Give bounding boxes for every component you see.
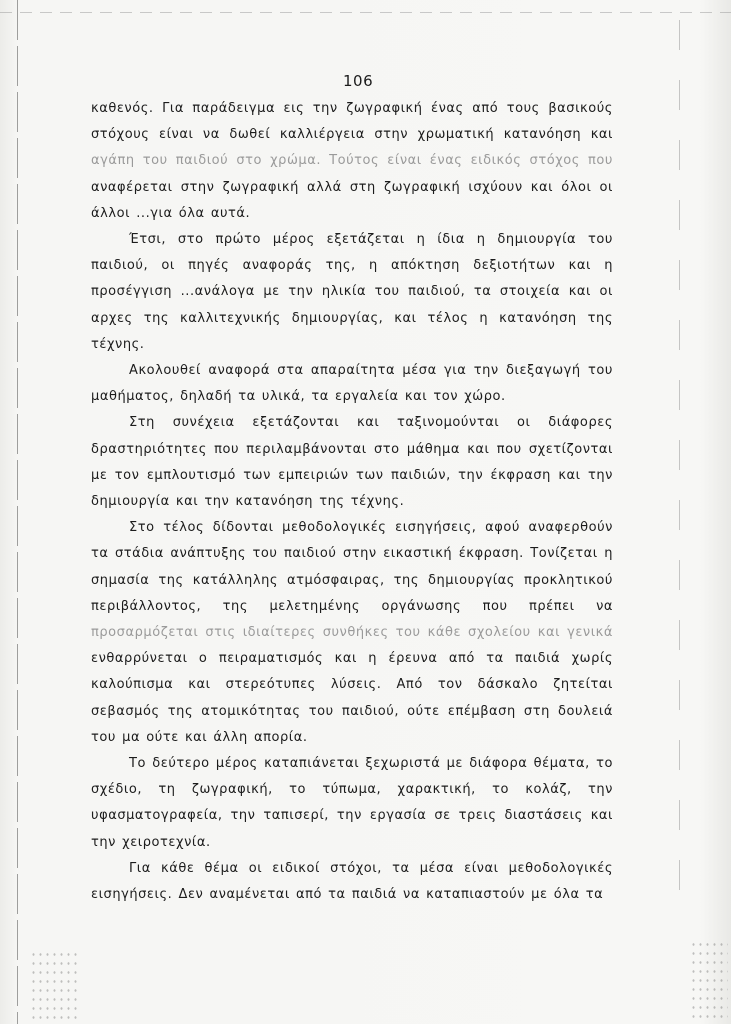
paragraph-3: Ακολουθεί αναφορά στα απαραίτητα μέσα για την διεξαγωγή του μαθήματος, δηλαδή τα υλικά, τα εργαλεία και τον χώρο. bbox=[91, 363, 613, 405]
paragraph-7: Για κάθε θέμα οι ειδικοί στόχοι, τα μέσα είναι μεθοδολογικές εισηγήσεις. Δεν αναμένεται από τα παιδιά να καταπιαστούν με όλα τα bbox=[91, 860, 613, 903]
paragraph-1 bbox=[91, 96, 613, 227]
scan-noise-bottom-right bbox=[690, 940, 728, 1020]
paragraph-5-line-c: ενθαρρύνεται ο πειραματισμός και η έρευνα από τα παιδιά χωρίς καλούπισμα και στερεότυπες λύσεις. Από τον δάσκαλο ζητείται σεβασμός της ατομικότητας του παιδιού, ούτε επέμβαση στη δουλειά του μα ούτε και άλλη απορία. bbox=[91, 651, 613, 745]
scan-noise-bottom-left bbox=[30, 950, 80, 1020]
scan-edge-top bbox=[0, 12, 731, 13]
paragraph-1-line-a: καθενός. Για παράδειγμα εις την ζωγραφική ένας από τους βασικούς στόχους είναι να δωθεί καλλιέργεια στην χρωματική κατανόηση και bbox=[91, 101, 613, 143]
paragraph-1-line-c: αναφέρεται στην ζωγραφική αλλά στη ζωγραφική ισχύουν και όλοι οι άλλοι ...για όλα αυτά. bbox=[91, 179, 613, 221]
scan-edge-left bbox=[17, 0, 18, 1024]
paragraph-4: Στη συνέχεια εξετάζονται και ταξινομούνται οι διάφορες δραστηριότητες που περιλαμβάνονται στο μάθημα και που σχετίζονται με τον εμπλουτισμό των εμπειριών των παιδιών, την έκφραση και την δημιουργία και την κατανόηση της τέχνης. bbox=[91, 415, 613, 510]
paragraph-1-faded-line: αγάπη του παιδιού στο χρώμα. Τούτος είναι ένας ειδικός στόχος που bbox=[91, 153, 613, 169]
scan-edge-right bbox=[679, 20, 680, 900]
body-text bbox=[91, 96, 613, 908]
page-number: 106 bbox=[343, 72, 374, 90]
paragraph-5-line-a: Στο τέλος δίδονται μεθοδολογικές εισηγήσεις, αφού αναφερθούν τα στάδια ανάπτυξης του παιδιού στην εικαστική έκφραση. Τονίζεται η σημασία της κατάλληλης ατμόσφαιρας, της δημιουργίας προκλητικού περιβάλλοντος, της μελετημένης οργάνωσης που πρέπει να bbox=[91, 520, 613, 614]
paragraph-5 bbox=[91, 515, 613, 751]
paragraph-6: Το δεύτερο μέρος καταπιάνεται ξεχωριστά με διάφορα θέματα, το σχέδιο, τη ζωγραφική, το τύπωμα, χαρακτική, το κολάζ, την υφασματογραφεία, την ταπισερί, την εργασία σε τρεις διαστάσεις και την χειροτεχνία. bbox=[91, 756, 613, 850]
paragraph-2: Έτσι, στο πρώτο μέρος εξετάζεται η ίδια η δημιουργία του παιδιού, οι πηγές αναφοράς της, η απόκτηση δεξιοτήτων και η προσέγγιση ...ανάλογα με την ηλικία του παιδιού, τα στοιχεία και οι αρχες της καλλιτεχνικής δημιουργίας, και τέλος η κατανόηση της τέχνης. bbox=[91, 232, 613, 352]
paragraph-5-faded-line: προσαρμόζεται στις ιδιαίτερες συνθήκες του κάθε σχολείου και γενικά bbox=[91, 625, 613, 641]
